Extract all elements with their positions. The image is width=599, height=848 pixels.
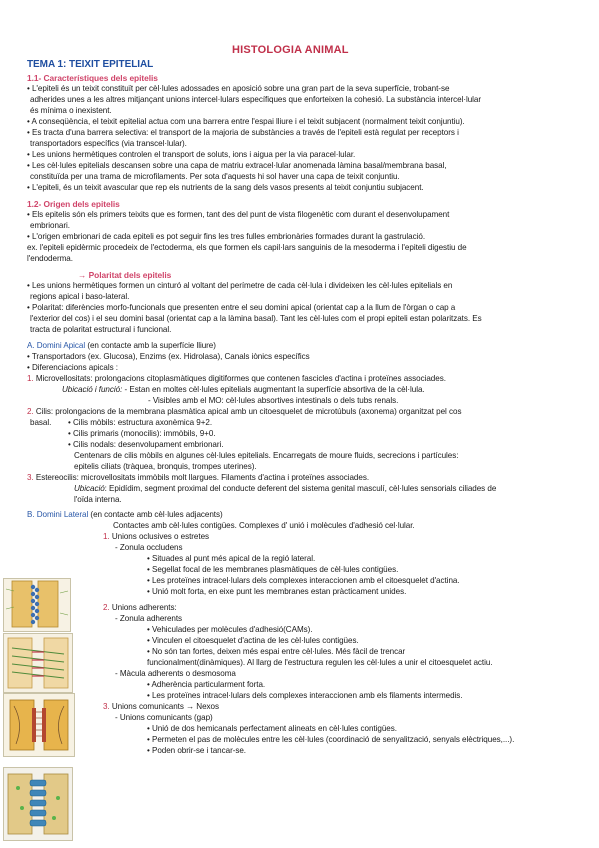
text-line: • L'epiteli és un teixit constituït per cèl·lules adossades en aposició sobre una gran part de la seva superfície, trobant-se: [27, 84, 450, 93]
text-line: • Cilis nodals: desenvolupament embrionari.: [68, 440, 224, 449]
text-line: constituïda per una trama de microfilaments. Per sota d'aquests hi sol haver una capa de teixit conjuntiu.: [30, 172, 400, 181]
text-line: • Les unions hermètiques controlen el transport de soluts, ions i aigua per la via paracel·lular.: [27, 150, 356, 159]
list-item-gap-junctions: 3. Unions comunicants → Nexos: [103, 702, 219, 711]
list-item-stereocilia: 3. Estereocilis: microvellositats immòbils molt llargues. Filaments d'actina i proteïnes associades.: [27, 473, 370, 482]
text-line: • Els epitelis són els primers teixits que es formen, tant des del punt de vista filogenètic com durant el desenvolupament: [27, 210, 450, 219]
text-line: l'exterior del cos) i el seu domini basal (orientat cap a la làmina basal). Tant les cèl·lules com el propi epiteli estan polaritzats. Es: [30, 314, 482, 323]
gap-junction-illustration: [3, 767, 73, 841]
text-line: - Visibles amb el MO: cèl·lules absortives intestinals o dels tubs renals.: [148, 396, 399, 405]
text-line: embrionari.: [30, 221, 70, 230]
text-line: • Vehiculades per molècules d'adhesió(CAMs).: [147, 625, 313, 634]
text-line: - Màcula adherents o desmosoma: [115, 669, 236, 678]
text-line: és mínima o inexistent.: [30, 106, 112, 115]
text-line: • L'origen embrionari de cada epiteli es pot seguir fins les tres fulles embrionàries formades durant la gastrulació.: [27, 232, 426, 241]
topic-heading: TEMA 1: TEIXIT EPITELIAL: [27, 59, 154, 70]
text-line: • L'epiteli, és un teixit avascular que rep els nutrients de la sang dels vasos presents al teixit conjuntiu subjacent.: [27, 183, 424, 192]
text-line: • Les proteïnes intracel·lulars dels complexes interaccionen amb els filaments intermedis.: [147, 691, 463, 700]
text-line: • Les cèl·lules epitelials descansen sobre una capa de matriu extracel·lular anomenada làmina basal/membrana basal,: [27, 161, 447, 170]
domain-lateral-heading: B. Domini Lateral (en contacte amb cèl·lules adjacents): [27, 510, 223, 519]
text-line: Ubicació i funció: - Estan en moltes cèl·lules epitelials augmentant la superfície absortiva de la cèl·lula.: [62, 385, 425, 394]
text-line: Ubicació: Epidídim, segment proximal del conducte deferent del sistema genital masculí, cèl·lules sensorials ciliades de: [74, 484, 497, 493]
text-line: transportadors específics (via transcel·lular).: [30, 139, 187, 148]
domain-apical-heading: A. Domini Apical (en contacte amb la superfície lliure): [27, 341, 216, 350]
list-item-microvilli: 1. Microvellositats: prolongacions citoplasmàtiques digitiformes que contenen fascicles d'actina i proteïnes associades.: [27, 374, 446, 383]
list-item-tight-junctions: 1. Unions oclusives o estretes: [103, 532, 210, 541]
text-line: • Polaritat: diferències morfo-funcionals que presenten entre el seu domini apical (orientat cap a la llum de l'òrgan o cap a: [27, 303, 456, 312]
text-line: l'oïda interna.: [74, 495, 122, 504]
text-line: • Cilis primaris (monocilis): immòbils, 9+0.: [68, 429, 216, 438]
text-line: • Adherència particularment forta.: [147, 680, 266, 689]
adherens-junction-illustration: [3, 633, 73, 693]
subsection-heading-polarity: → Polaritat dels epitelis: [78, 270, 172, 280]
text-line: regions apical i baso-lateral.: [30, 292, 130, 301]
list-item-cilia: 2. Cilis: prolongacions de la membrana plasmàtica apical amb un citoesquelet de microtúbuls (axonema) organitzat pel cos: [27, 407, 462, 416]
text-line: • Diferenciacions apicals :: [27, 363, 119, 372]
text-line: • Transportadors (ex. Glucosa), Enzims (ex. Hidrolasa), Canals iònics específics: [27, 352, 310, 361]
text-line: basal.: [30, 418, 52, 427]
text-line: Centenars de cilis mòbils en algunes cèl·lules epitelials. Encarregats de moure fluids, secrecions i partícules:: [74, 451, 459, 460]
text-line: tracta de polaritat estructural i funcional.: [30, 325, 172, 334]
text-line: • A conseqüència, el teixit epitelial actua com una barrera entre l'espai lliure i el teixit subjacent (normalment teixit conjuntiu).: [27, 117, 465, 126]
list-item-adherens-junctions: 2. Unions adherents:: [103, 603, 177, 612]
text-line: • Segellat focal de les membranes plasmàtiques de cèl·lules contigües.: [147, 565, 399, 574]
text-line: • Cilis mòbils: estructura axonèmica 9+2.: [68, 418, 213, 427]
text-line: • Permeten el pas de molècules entre les cèl·lules (coordinació de senyalització, senyals elèctriques,...).: [147, 735, 515, 744]
text-line: - Unions comunicants (gap): [115, 713, 213, 722]
text-line: - Zonula occludens: [115, 543, 183, 552]
text-line: • Les proteïnes intracel·lulars dels complexes interaccionen amb el citoesquelet d'actina.: [147, 576, 460, 585]
tight-junction-illustration: [3, 578, 71, 632]
text-line: funcionalment(dinàmiques). Al llarg de l'estructura regulen les cèl·lules a unir el citoesquelet actiu.: [147, 658, 493, 667]
text-line: • Unió molt forta, en eixe punt les membranes estan pràcticament unides.: [147, 587, 407, 596]
text-line: • Unió de dos hemicanals perfectament alineats en cèl·lules contigües.: [147, 724, 397, 733]
text-line: epitelis ciliats (tràquea, bronquis, trompes uterines).: [74, 462, 257, 471]
text-line: • Poden obrir-se i tancar-se.: [147, 746, 247, 755]
desmosome-illustration: [3, 693, 75, 757]
document-title: HISTOLOGIA ANIMAL: [232, 44, 349, 56]
text-line: - Zonula adherents: [115, 614, 183, 623]
text-line: • Es tracta d'una barrera selectiva: el transport de la majoria de substàncies a través de l'epiteli està regulat per receptors i: [27, 128, 459, 137]
text-line: Contactes amb cèl·lules contigües. Complexes d' unió i molècules d'adhesió cel·lular.: [113, 521, 415, 530]
text-line: • Vinculen el citoesquelet d'actina de les cèl·lules contigües.: [147, 636, 359, 645]
text-line: • No són tan fortes, deixen més espai entre cèl·lules. Més fàcil de trencar: [147, 647, 406, 656]
text-line: adherides unes a les altres mitjançant unions intercel·lulars específiques que enforteixen la cohesió. La substància intercel·lular: [30, 95, 482, 104]
text-line: l'endoderma.: [27, 254, 73, 263]
section-heading-characteristics: 1.1- Característiques dels epitelis: [27, 73, 158, 83]
text-line: • Les unions hermètiques formen un cinturó al voltant del perímetre de cada cèl·lula i divideixen les cèl·lules epitelials en: [27, 281, 453, 290]
text-line: • Situades al punt més apical de la regió lateral.: [147, 554, 316, 563]
text-line: ex. l'epiteli epidèrmic procedeix de l'ectoderma, els que formen els capil·lars sanguinis de la mesoderma i l'epiteli digestiu de: [27, 243, 467, 252]
section-heading-origin: 1.2- Origen dels epitelis: [27, 199, 120, 209]
